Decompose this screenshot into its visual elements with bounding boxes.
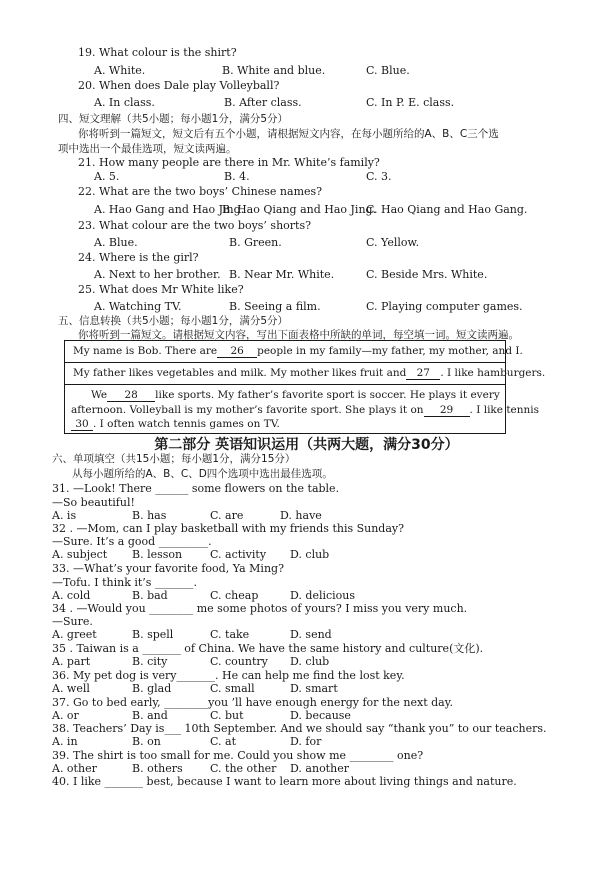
option-36c: C. small (210, 682, 255, 695)
option-38c: C. at (210, 735, 236, 748)
option-35d: D. club (290, 655, 330, 668)
option-19b: B. White and blue. (222, 64, 326, 77)
option-20b: B. After class. (224, 96, 302, 109)
question-33-response: —Tofu. I think it’s _______. (52, 576, 197, 589)
question-19: 19. What colour is the shirt? (78, 46, 237, 59)
section4-heading: 四、短文理解（共5小题；每小题1分，满分5分） (58, 113, 289, 125)
option-36d: D. smart (290, 682, 338, 695)
section4-instruction-2: 项中选出一个最佳选项，短文读两遍。 (58, 143, 237, 155)
row3-line2-before: afternoon. Volleyball is my mother’s favorite sport. She plays it on (71, 404, 424, 416)
option-22b: B. Hao Qiang and Hao Jing. (222, 203, 377, 216)
question-23: 23. What colour are the two boys’ shorts? (78, 219, 311, 232)
question-32-response: —Sure. It’s a good _________. (52, 535, 212, 548)
option-20a: A. In class. (94, 96, 155, 109)
table-row (65, 341, 523, 363)
table-row (65, 363, 546, 385)
option-24a: A. Next to her brother. (94, 268, 221, 281)
option-32c: C. activity (210, 548, 267, 561)
option-32d: D. club (290, 548, 330, 561)
section6-heading: 六、单项填空（共15小题；每小题1分，满分15分） (52, 453, 296, 465)
option-31d: D. have (280, 509, 322, 522)
option-34d: D. send (290, 628, 332, 641)
option-19c: C. Blue. (366, 64, 410, 77)
option-33d: D. delicious (290, 589, 356, 602)
question-22: 22. What are the two boys’ Chinese names? (78, 185, 323, 198)
option-31b: B. has (132, 509, 167, 522)
row2-text-before: My father likes vegetables and milk. My mother likes fruit and (73, 367, 407, 379)
question-34-response: —Sure. (52, 615, 93, 628)
section6-instruction: 从每小题所给的A、B、C、D四个选项中选出最佳选项。 (72, 468, 333, 480)
blank-26[interactable]: 26 (217, 345, 257, 358)
section5-instruction: 你将听到一篇短文。请根据短文内容，写出下面表格中所缺的单词，每空填一词。短文读两遍。 (78, 329, 519, 341)
table-row (65, 385, 540, 433)
option-23a: A. Blue. (94, 236, 138, 249)
option-38d: D. for (290, 735, 322, 748)
option-21c: C. 3. (366, 170, 392, 183)
row3-line2-after: . I like tennis (469, 404, 540, 416)
option-33a: A. cold (52, 589, 91, 602)
option-37a: A. or (52, 709, 79, 722)
row3-line1-after: like sports. My father’s favorite sport is soccer. He plays it every (155, 389, 500, 401)
option-33c: C. cheap (210, 589, 259, 602)
blank-30[interactable]: 30 (71, 418, 93, 431)
part2-title: 第二部分 英语知识运用（共两大题，满分30分） (154, 437, 459, 453)
question-34: 34 . —Would you ________ me some photos of yours? I miss you very much. (52, 602, 468, 615)
option-35c: C. country (210, 655, 268, 668)
question-32: 32 . —Mom, can I play basketball with my friends this Sunday? (52, 522, 405, 535)
row1-text-before: My name is Bob. There are (73, 345, 218, 357)
section5-heading: 五、信息转换（共5小题；每小题1分，满分5分） (58, 315, 289, 327)
question-25: 25. What does Mr White like? (78, 283, 244, 296)
blank-29[interactable]: 29 (424, 404, 470, 417)
option-39b: B. others (132, 762, 183, 775)
option-33b: B. bad (132, 589, 168, 602)
option-34b: B. spell (132, 628, 174, 641)
information-table (64, 340, 546, 434)
question-21: 21. How many people are there in Mr. White’s family? (78, 156, 380, 169)
question-24: 24. Where is the girl? (78, 251, 199, 264)
option-34a: A. greet (52, 628, 97, 641)
option-31c: C. are (210, 509, 244, 522)
question-38: 38. Teachers’ Day is___ 10th September. And we should say “thank you” to our teachers. (52, 722, 547, 735)
option-25a: A. Watching TV. (94, 300, 182, 313)
option-22c: C. Hao Qiang and Hao Gang. (366, 203, 528, 216)
option-37b: B. and (132, 709, 168, 722)
option-21b: B. 4. (224, 170, 250, 183)
question-35: 35 . Taiwan is a _______ of China. We have the same history and culture(文化). (52, 642, 484, 655)
section4-instruction-1: 你将听到一篇短文，短文后有五个小题，请根据短文内容，在每小题所给的A、B、C三个选 (78, 128, 499, 140)
option-24c: C. Beside Mrs. White. (366, 268, 488, 281)
option-21a: A. 5. (94, 170, 120, 183)
option-39a: A. other (52, 762, 97, 775)
option-23b: B. Green. (229, 236, 282, 249)
option-20c: C. In P. E. class. (366, 96, 455, 109)
row3-line1-before: We (91, 389, 108, 401)
option-32a: A. subject (52, 548, 108, 561)
option-37c: C. but (210, 709, 244, 722)
option-31a: A. is (52, 509, 77, 522)
option-19a: A. White. (94, 64, 146, 77)
option-38b: B. on (132, 735, 161, 748)
question-40: 40. I like _______ best, because I want to learn more about living things and nature. (52, 775, 517, 788)
row1-text-after: people in my family—my father, my mother, and I. (257, 345, 523, 357)
option-36b: B. glad (132, 682, 172, 695)
question-37: 37. Go to bed early, ________you ’ll have enough energy for the next day. (52, 696, 453, 709)
blank-27[interactable]: 27 (406, 367, 440, 380)
option-35a: A. part (52, 655, 91, 668)
option-25c: C. Playing computer games. (366, 300, 523, 313)
option-32b: B. lesson (132, 548, 183, 561)
question-33: 33. —What’s your favorite food, Ya Ming? (52, 562, 284, 575)
question-31-response: —So beautiful! (52, 496, 135, 509)
option-22a: A. Hao Gang and Hao Jing. (94, 203, 245, 216)
option-23c: C. Yellow. (366, 236, 420, 249)
question-39: 39. The shirt is too small for me. Could you show me ________ one? (52, 749, 424, 762)
option-39d: D. another (290, 762, 349, 775)
row2-text-after: . I like hamburgers. (440, 367, 546, 379)
option-24b: B. Near Mr. White. (229, 268, 335, 281)
option-36a: A. well (52, 682, 90, 695)
question-20: 20. When does Dale play Volleyball? (78, 79, 280, 92)
row3-line3-after: . I often watch tennis games on TV. (93, 418, 280, 430)
option-39c: C. the other (210, 762, 277, 775)
option-38a: A. in (52, 735, 78, 748)
blank-28[interactable]: 28 (107, 389, 155, 402)
question-31: 31. —Look! There ______ some flowers on the table. (52, 482, 340, 495)
option-35b: B. city (132, 655, 168, 668)
option-37d: D. because (290, 709, 351, 722)
option-25b: B. Seeing a film. (229, 300, 321, 313)
option-34c: C. take (210, 628, 250, 641)
question-36: 36. My pet dog is very_______. He can help me find the lost key. (52, 669, 405, 682)
